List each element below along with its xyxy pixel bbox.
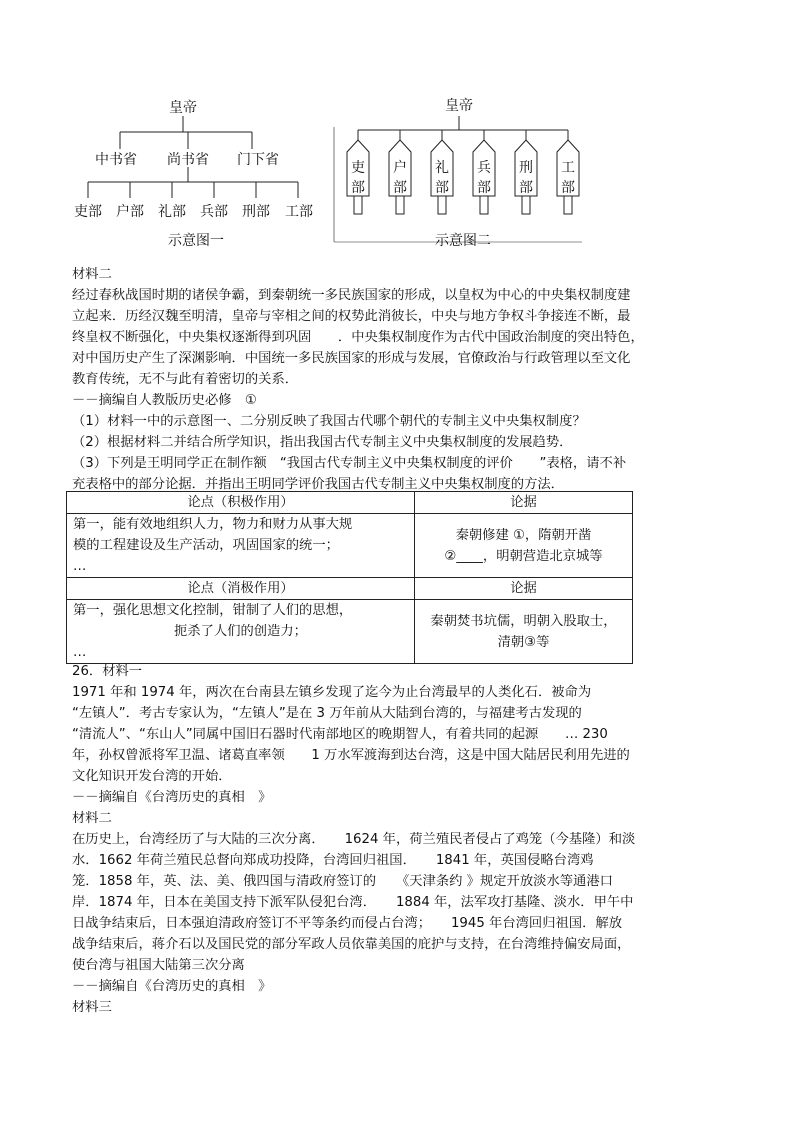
diagram-two	[334, 116, 582, 242]
diagram1-ministry-xing: 刑部	[242, 204, 270, 220]
structure-diagrams	[66, 92, 586, 252]
ministry-box-label: 部	[477, 180, 491, 196]
diagram1-ministry-bing: 兵部	[200, 204, 228, 220]
diagram2-caption: 示意图二	[435, 233, 491, 249]
cell-line: …	[73, 645, 87, 660]
question-3: （3）下列是王明同学正在制作额 “我国古代专制主义中央集权制度的评价 ”表格，请不补	[72, 456, 627, 471]
ministry-box-label: 部	[393, 180, 407, 196]
ministry-box-stem	[396, 196, 404, 214]
cell-line: 清朝③等	[497, 634, 550, 650]
text-line: 文化知识开发台湾的开始．	[72, 769, 232, 784]
diagram2-ministry-box	[347, 140, 369, 214]
diagrams-svg	[66, 92, 586, 252]
diagram1-ministry-gong: 工部	[285, 204, 313, 220]
text-line: 立起来．历经汉魏至明清，皇帝与宰相之间的权势此消彼长，中央与地方争权斗争接连不断，最	[72, 309, 631, 324]
cell-line: ②____，明朝营造北京城等	[444, 548, 603, 564]
ministry-box-label: 兵	[477, 160, 491, 176]
negative-evidence-cell	[415, 600, 633, 664]
ministry-box-label: 部	[435, 180, 449, 196]
table-header-row	[67, 492, 633, 514]
diagram2-ministry-box	[431, 140, 453, 214]
cell-line: 秦朝修建 ①，隋朝开凿	[455, 527, 592, 543]
table-header-row	[67, 578, 633, 600]
table-row	[67, 514, 633, 578]
source-line: －－摘编自《台湾历史的真相 》	[72, 979, 272, 994]
ministry-box-label: 刑	[519, 160, 533, 176]
diagram1-ministry-rites: 礼部	[158, 204, 186, 220]
cell-line: 扼杀了人们的创造力；	[174, 624, 307, 639]
text-line: 在历史上，台湾经历了与大陆的三次分离． 1624 年，荷兰殖民者侵占了鸡笼（今基隆）和淡	[72, 832, 636, 847]
diagram2-ministry-boxes	[347, 140, 579, 214]
text-line: 笼．1858 年，英、法、美、俄四国与清政府签订的 《天津条约 》规定开放淡水等通港口	[72, 874, 613, 889]
text-line: 使台湾与祖国大陆第三次分离	[72, 958, 245, 973]
diagram1-ministry-li: 吏部	[74, 204, 102, 220]
text-line: 战争结束后，蒋介石以及国民党的部分军政人员依靠美国的庇护与支持，在台湾维持偏安局面，	[72, 937, 631, 952]
header-positive-point: 论点（积极作用）	[67, 492, 415, 514]
ministry-box-stem	[438, 196, 446, 214]
question-26-section	[72, 661, 732, 1018]
text-line: 1971 年和 1974 年，两次在台南县左镇乡发现了迄今为止台湾最早的人类化石．被命为	[72, 685, 592, 700]
diagram2-ministry-box	[389, 140, 411, 214]
text-line: 年，孙权曾派将军卫温、诸葛直率领 1 万水军渡海到达台湾，这是中国大陆居民利用先进的	[72, 748, 630, 763]
source-line: －－摘编自人教版历史必修 ①	[72, 393, 257, 408]
header-evidence: 论据	[415, 492, 633, 514]
header-negative-point: 论点（消极作用）	[67, 578, 415, 600]
ministry-box-label: 户	[393, 160, 407, 176]
ministry-box-label: 部	[351, 180, 365, 196]
question-26-heading: 26．材料一	[72, 664, 143, 679]
diagram1-shangshu: 尚书省	[167, 152, 209, 168]
table-row	[67, 600, 633, 664]
ministry-box-label: 部	[561, 180, 575, 196]
diagram1-ministry-hu: 户部	[116, 204, 144, 220]
diagram2-ministry-box	[515, 140, 537, 214]
text-line: 岸．1874 年，日本在美国支持下派军队侵犯台湾． 1884 年，法军攻打基隆、淡水．甲午中	[72, 895, 634, 910]
text-line: “清流人”、“东山人”同属中国旧石器时代南部地区的晚期智人，有着共同的起源 … 230	[72, 727, 608, 742]
cell-line: 模的工程建设及生产活动，巩固国家的统一；	[73, 538, 339, 553]
diagram2-emperor: 皇帝	[445, 98, 473, 114]
question-3-cont: 充表格中的部分论据．并指出王明同学评价我国古代专制主义中央集权制度的方法．	[72, 477, 564, 492]
negative-point-cell	[67, 600, 415, 664]
text-line: 经过春秋战国时期的诸侯争霸，到秦朝统一多民族国家的形成，以皇权为中心的中央集权制度建	[72, 288, 631, 303]
positive-evidence-cell	[415, 514, 633, 578]
cell-line: 第一，能有效地组织人力，物力和财力从事大规	[73, 517, 353, 532]
ministry-box-stem	[522, 196, 530, 214]
text-line: “左镇人”．考古专家认为，“左镇人”是在 3 万年前从大陆到台湾的，与福建考古发现的	[72, 706, 582, 721]
material-two-section	[72, 264, 732, 495]
diagram1-caption: 示意图一	[168, 233, 224, 249]
diagram1-zhongshu: 中书省	[95, 152, 137, 168]
cell-line: 第一，强化思想文化控制，钳制了人们的思想，	[73, 603, 353, 618]
cell-line: 秦朝焚书坑儒，明朝入股取士，	[430, 613, 617, 629]
text-line: 日战争结束后，日本强迫清政府签订不平等条约而侵占台湾； 1945 年台湾回归祖国．解放	[72, 916, 622, 931]
question-2: （2）根据材料二并结合所学知识，指出我国古代专制主义中央集权制度的发展趋势．	[72, 435, 573, 450]
ministry-box-label: 吏	[351, 160, 365, 176]
question-1: （1）材料一中的示意图一、二分别反映了我国古代哪个朝代的专制主义中央集权制度？	[72, 414, 586, 429]
ministry-box-label: 工	[561, 160, 575, 176]
diagram1-emperor: 皇帝	[169, 100, 197, 116]
positive-point-cell	[67, 514, 415, 578]
cell-line: …	[73, 559, 87, 574]
source-line: －－摘编自《台湾历史的真相 》	[72, 790, 272, 805]
ministry-box-label: 部	[519, 180, 533, 196]
ministry-box-stem	[354, 196, 362, 214]
diagram2-ministry-box	[473, 140, 495, 214]
ministry-box-stem	[564, 196, 572, 214]
text-line: 对中国历史产生了深渊影响．中国统一多民族国家的形成与发展，官僚政治与行政管理以至文化	[72, 351, 631, 366]
material-two-heading: 材料二	[72, 267, 112, 282]
header-evidence: 论据	[415, 578, 633, 600]
diagram2-ministry-box	[557, 140, 579, 214]
ministry-box-label: 礼	[435, 160, 449, 176]
text-line: 终皇权不断强化，中央集权逐渐得到巩固 ．中央集权制度作为古代中国政治制度的突出特色，	[72, 330, 644, 345]
material-three-heading: 材料三	[72, 1000, 112, 1015]
ministry-box-stem	[480, 196, 488, 214]
text-line: 水．1662 年荷兰殖民总督向郑成功投降，台湾回归祖国． 1841 年，英国侵略台湾鸡	[72, 853, 594, 868]
evaluation-table	[66, 491, 633, 664]
text-line: 教育传统，无不与此有着密切的关系．	[72, 372, 299, 387]
material-two-heading: 材料二	[72, 811, 112, 826]
diagram1-menxia: 门下省	[237, 152, 279, 168]
